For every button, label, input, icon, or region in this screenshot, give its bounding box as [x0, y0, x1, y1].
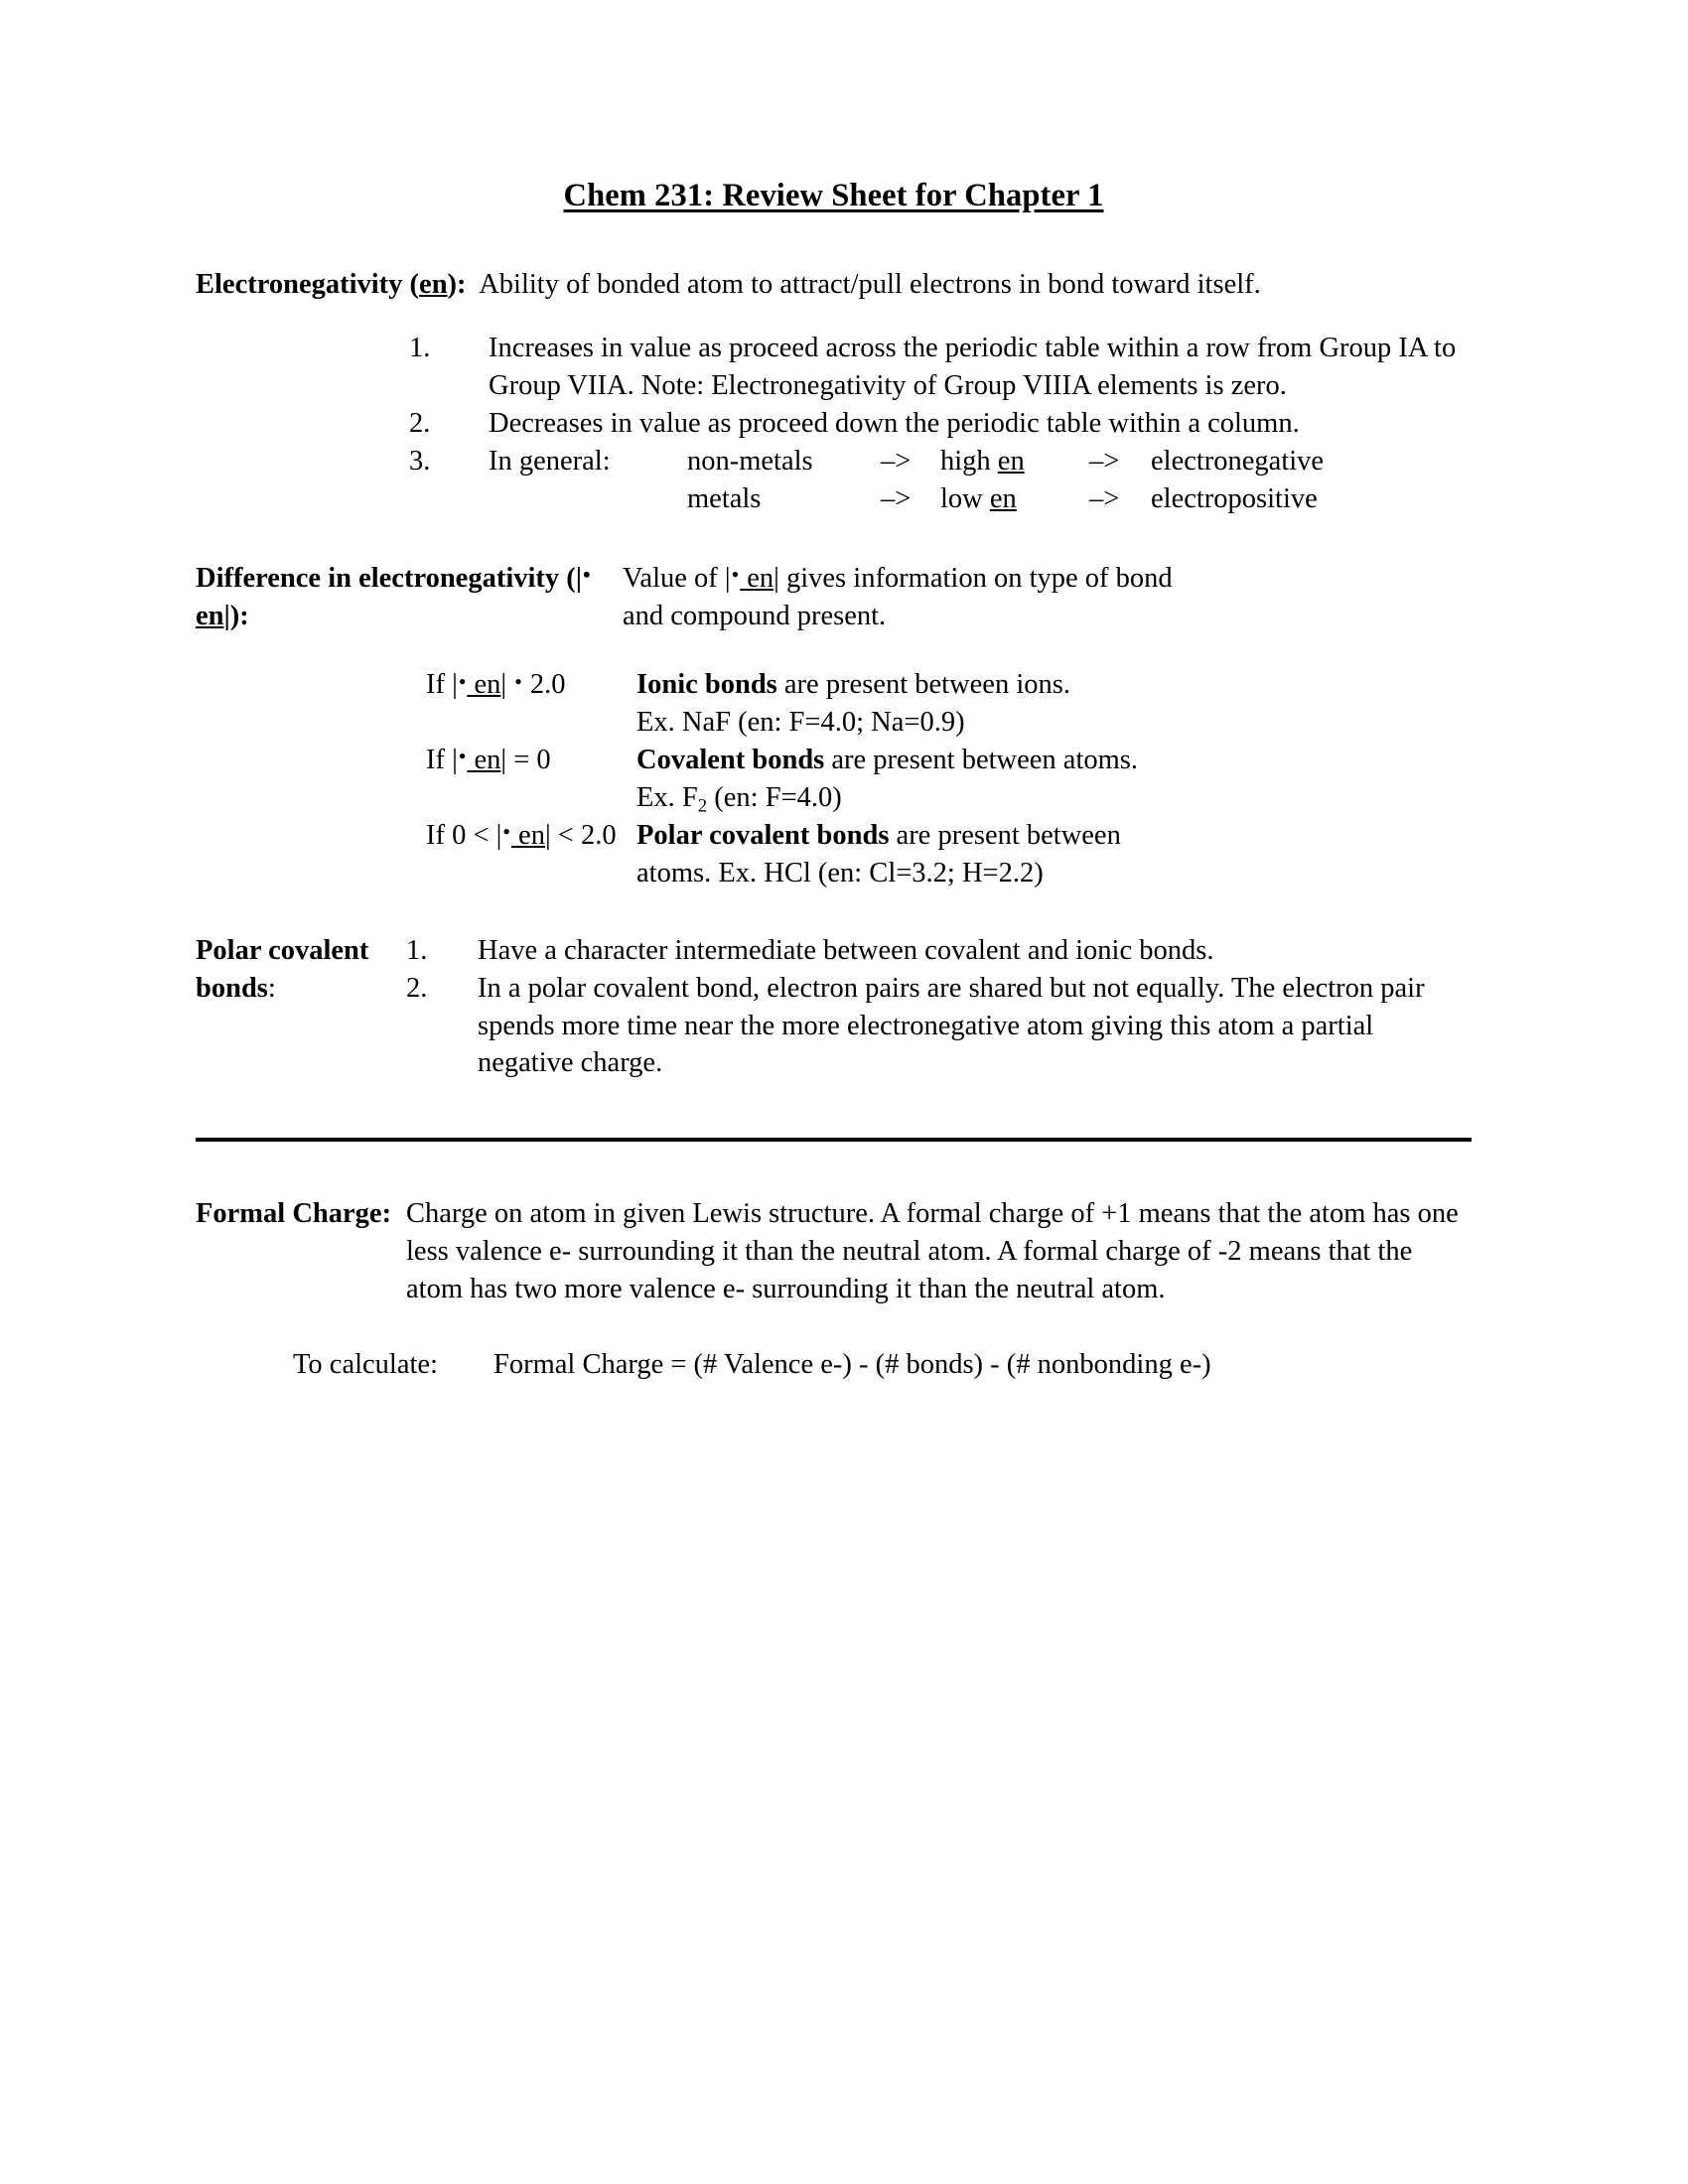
page-title-text: Chem 231: Review Sheet for Chapter 1: [563, 178, 1104, 213]
calculate-label: To calculate:: [293, 1349, 438, 1381]
calculate-formula: Formal Charge = (# Valence e-) - (# bonds) - (# nonbonding e-): [493, 1349, 1211, 1381]
list-item-number: 1.: [409, 333, 431, 364]
page-title: [196, 177, 1472, 214]
list-item-number: 2.: [409, 408, 431, 440]
electronegativity-list: [409, 330, 1472, 517]
cond-em: en: [467, 669, 501, 701]
cond-em: en: [467, 745, 501, 776]
bond-type-desc: are present between ions.: [776, 669, 1070, 701]
delta-icon: •: [582, 561, 591, 587]
list-item: [409, 330, 1472, 405]
electronegativity-abbrev-close: ):: [447, 269, 467, 301]
electronegativity-abbrev-open: (: [402, 269, 420, 301]
difference-heading-em: en: [196, 600, 224, 631]
trend-row2-middle-pre: low: [940, 482, 990, 514]
table-row: [426, 666, 1472, 742]
condition-expression: [426, 817, 636, 892]
trend-row1-middle: [940, 443, 1089, 480]
difference-value-post: | gives information on type of bond: [774, 562, 1173, 594]
section-electronegativity: [196, 266, 1472, 517]
trend-row1-arrow2: –>: [1089, 445, 1120, 477]
cond-tail: 2.0: [522, 669, 566, 701]
difference-value-em: en: [740, 562, 774, 594]
polar-covalent-body: [406, 932, 1472, 1083]
bond-type-label: Polar covalent bonds: [636, 820, 890, 852]
polar-covalent-label-tail: :: [267, 972, 276, 1004]
trend-row1-middle-pre: high: [940, 445, 998, 477]
bond-type-label: Ionic bonds: [636, 669, 777, 701]
list-item-number: 2.: [406, 972, 428, 1004]
cond-pre: If |: [426, 669, 458, 701]
delta-icon: •: [458, 668, 467, 694]
list-item: [406, 970, 1472, 1083]
cond-post: | = 0: [500, 745, 551, 776]
list-item: [409, 405, 1472, 443]
document-content: [196, 177, 1472, 1384]
formal-charge-calculation-row: [293, 1346, 1472, 1384]
greater-than-operator-icon: •: [514, 668, 522, 694]
polar-covalent-list: [406, 932, 1472, 1083]
table-row: [426, 742, 1472, 817]
formal-charge-body: Charge on atom in given Lewis structure. A formal charge of +1 means that the atom has one less valence e- surrounding it than the neutral atom. A formal charge of -2 means that the atom has two more valence e- surrounding it than the neutral atom.: [406, 1198, 1459, 1305]
delta-icon: •: [502, 819, 511, 845]
difference-heading-pre: Difference in electronegativity (|: [196, 562, 583, 594]
electronegativity-abbrev: en: [419, 269, 448, 301]
trend-row2-middle-em: en: [989, 482, 1017, 514]
table-row: [426, 817, 1472, 892]
trend-row1-left: non-metals: [687, 445, 813, 477]
list-item-text: Have a character intermediate between covalent and ionic bonds.: [478, 934, 1214, 966]
bond-type-desc: are present between atoms.: [824, 745, 1139, 776]
bond-example-pre: Ex. F: [636, 782, 698, 814]
polar-covalent-label-bold: Polar covalent bonds: [196, 934, 369, 1004]
difference-value-pre: Value of |: [623, 562, 731, 594]
difference-heading-row: [196, 560, 1472, 635]
formal-charge-row: [196, 1195, 1472, 1308]
general-trend-label: In general:: [489, 445, 611, 477]
list-item-text: [489, 443, 1472, 518]
trend-row2-arrow1: –>: [881, 482, 912, 514]
condition-description: [636, 666, 1472, 742]
trend-row1-middle-em: en: [997, 445, 1025, 477]
electronegativity-definition-line: [196, 266, 1472, 304]
section-polar-covalent-bonds: [196, 932, 1472, 1083]
difference-value-line2: and compound present.: [623, 600, 887, 631]
bond-type-label: Covalent bonds: [636, 745, 825, 776]
bond-example: [636, 782, 842, 817]
bond-example: Ex. NaF (en: F=4.0; Na=0.9): [636, 707, 965, 739]
polar-covalent-label: [196, 932, 406, 1083]
difference-heading-post: |):: [223, 600, 249, 631]
trend-row1-right: electronegative: [1151, 445, 1325, 477]
condition-description: [636, 742, 1472, 817]
bond-condition-table: [426, 666, 1472, 891]
formal-charge-label: Formal Charge:: [196, 1198, 392, 1230]
condition-expression: [426, 742, 636, 817]
list-item: [406, 932, 1472, 970]
trend-row2-left: metals: [687, 482, 762, 514]
electronegativity-term: Electronegativity: [196, 269, 403, 301]
condition-expression: [426, 666, 636, 742]
trend-row2-arrow2: –>: [1089, 482, 1120, 514]
bond-example: atoms. Ex. HCl (en: Cl=3.2; H=2.2): [636, 857, 1044, 888]
list-item-text: Increases in value as proceed across the periodic table within a row from Group IA to Group VIIA. Note: Electronegativity of Group VIIIA elements is zero.: [489, 333, 1457, 402]
electronegativity-definition: Ability of bonded atom to attract/pull electrons in bond toward itself.: [479, 269, 1261, 301]
cond-post: |: [500, 669, 514, 701]
condition-description: [636, 817, 1472, 892]
trend-row1-arrow1: –>: [881, 445, 912, 477]
delta-icon: •: [731, 561, 740, 587]
delta-icon: •: [458, 744, 467, 769]
list-item-text: Decreases in value as proceed down the periodic table within a column.: [489, 408, 1300, 440]
cond-em: en: [510, 820, 545, 852]
list-item-number: 1.: [406, 934, 428, 966]
polar-covalent-row: [196, 932, 1472, 1083]
bond-example-subscript: 2: [697, 795, 708, 817]
section-divider: [196, 1138, 1472, 1142]
difference-value-text: [623, 560, 1472, 635]
cond-post: | < 2.0: [544, 820, 617, 852]
trend-row2-right: electropositive: [1151, 482, 1318, 514]
list-item-number: 3.: [409, 445, 431, 477]
section-formal-charge: [196, 1195, 1472, 1384]
list-item-text: In a polar covalent bond, electron pairs are shared but not equally. The electron pair spends more time near the more electronegative atom giving this atom a partial negative charge.: [478, 972, 1425, 1079]
difference-heading: [196, 560, 623, 635]
general-trend-grid: [489, 443, 1472, 518]
section-difference-in-electronegativity: [196, 560, 1472, 892]
bond-example-post: (en: F=4.0): [707, 782, 842, 814]
list-item: [409, 443, 1472, 518]
cond-pre: If 0 < |: [426, 820, 502, 852]
bond-type-desc: are present between: [889, 820, 1121, 852]
cond-pre: If |: [426, 745, 458, 776]
trend-row2-middle: [940, 480, 1089, 518]
